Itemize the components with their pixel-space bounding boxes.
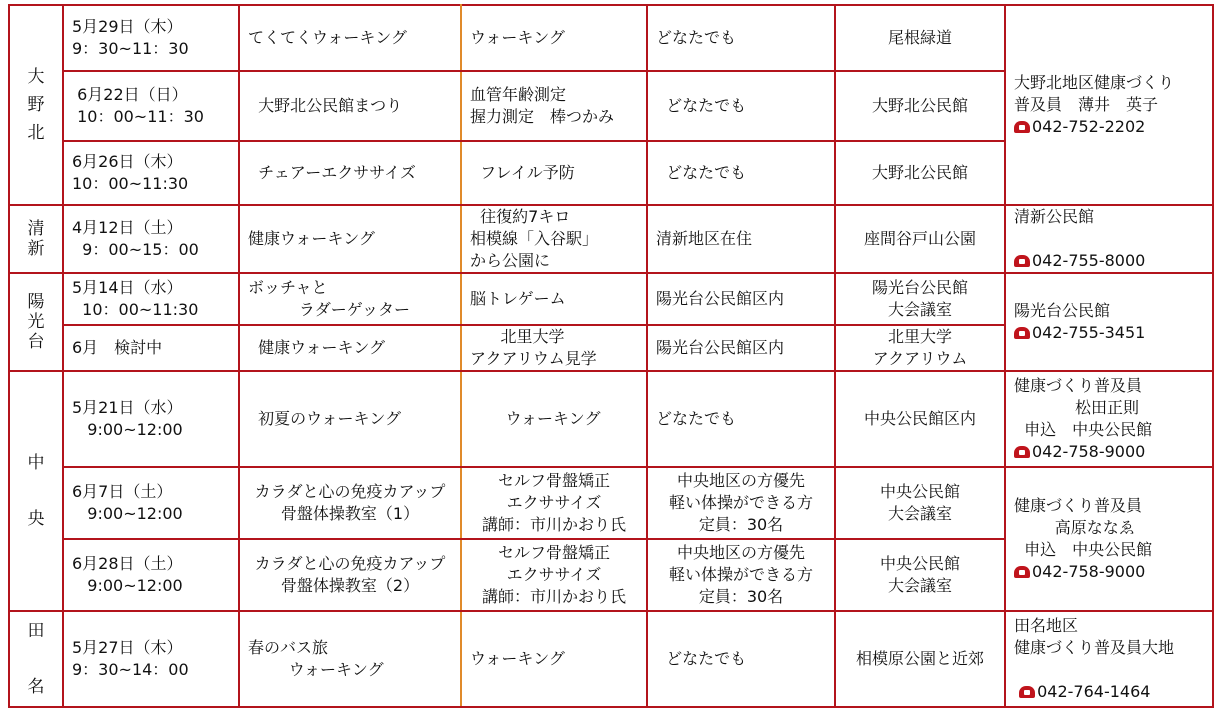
area-cell: 陽 光 台 [9,273,63,371]
title-cell: カラダと心の免疫カアップ 骨盤体操教室（1） [239,467,461,539]
date-cell: 6月 検討中 [63,325,239,371]
table-row [9,205,1213,273]
content-cell: フレイル予防 [461,141,647,205]
contact-cell [1005,611,1213,707]
content-cell: セルフ骨盤矯正 エクササイズ 講師：市川かおり氏 [461,539,647,611]
target-cell: 清新地区在住 [647,205,835,273]
title-cell: 大野北公民館まつり [239,71,461,141]
phone-number: 042-752-2202 [1032,117,1146,136]
contact-text: 陽光台公民館 [1014,301,1111,320]
place-cell: 中央公民館区内 [835,371,1005,467]
table-row [9,273,1213,325]
date-cell: 6月26日（木） 10：00~11:30 [63,141,239,205]
place-cell: 大野北公民館 [835,71,1005,141]
phone-icon [1014,446,1030,458]
content-cell: 脳トレゲーム [461,273,647,325]
date-cell: 6月28日（土） 9:00~12:00 [63,539,239,611]
phone-icon [1014,327,1030,339]
contact-text: 健康づくり普及員 松田正則 申込 中央公民館 [1014,376,1153,439]
content-cell: セルフ骨盤矯正 エクササイズ 講師：市川かおり氏 [461,467,647,539]
date-cell: 5月27日（木） 9：30~14：00 [63,611,239,707]
contact-cell [1005,205,1213,273]
target-cell: 陽光台公民館区内 [647,325,835,371]
table-row [9,611,1213,707]
target-cell: どなたでも [647,5,835,71]
content-cell: ウォーキング [461,5,647,71]
title-cell: 健康ウォーキング [239,325,461,371]
place-cell: 中央公民館 大会議室 [835,539,1005,611]
place-cell: 中央公民館 大会議室 [835,467,1005,539]
area-cell: 中 央 [9,371,63,611]
phone-number: 042-764-1464 [1037,682,1151,701]
schedule-table [8,4,1214,708]
date-cell: 5月21日（水） 9:00~12:00 [63,371,239,467]
content-cell: ウォーキング [461,611,647,707]
contact-cell [1005,371,1213,467]
phone-icon [1019,686,1035,698]
target-cell: どなたでも [647,611,835,707]
title-cell: 春のバス旅 ウォーキング [239,611,461,707]
contact-cell [1005,273,1213,371]
contact-text: 田名地区 健康づくり普及員大地 [1014,616,1175,657]
content-cell: 血管年齢測定 握力測定 棒つかみ [461,71,647,141]
date-cell: 6月22日（日） 10：00~11：30 [63,71,239,141]
title-cell: ボッチャと ラダーゲッター [239,273,461,325]
area-cell: 田 名 [9,611,63,707]
target-cell: 陽光台公民館区内 [647,273,835,325]
contact-text: 大野北地区健康づくり 普及員 薄井 英子 [1014,73,1175,114]
target-cell: 中央地区の方優先 軽い体操ができる方 定員：30名 [647,539,835,611]
area-cell: 清 新 [9,205,63,273]
phone-icon [1014,566,1030,578]
contact-text: 健康づくり普及員 高原ななゑ 申込 中央公民館 [1014,496,1153,559]
content-cell: 往復約7キロ 相模線「入谷駅」 から公園に [461,205,647,273]
table-row [9,5,1213,71]
contact-text: 清新公民館 [1014,207,1095,226]
date-cell: 6月7日（土） 9:00~12:00 [63,467,239,539]
target-cell: どなたでも [647,71,835,141]
contact-cell [1005,467,1213,611]
content-cell: 北里大学 アクアリウム見学 [461,325,647,371]
phone-number: 042-758-9000 [1032,562,1146,581]
phone-number: 042-755-3451 [1032,323,1146,342]
phone-icon [1014,255,1030,267]
table-row [9,371,1213,467]
title-cell: 健康ウォーキング [239,205,461,273]
place-cell: 尾根緑道 [835,5,1005,71]
place-cell: 陽光台公民館 大会議室 [835,273,1005,325]
content-cell: ウォーキング [461,371,647,467]
target-cell: どなたでも [647,371,835,467]
title-cell: チェアーエクササイズ [239,141,461,205]
phone-number: 042-755-8000 [1032,251,1146,270]
contact-cell [1005,5,1213,205]
date-cell: 5月14日（水） 10：00~11:30 [63,273,239,325]
title-cell: てくてくウォーキング [239,5,461,71]
place-cell: 大野北公民館 [835,141,1005,205]
target-cell: 中央地区の方優先 軽い体操ができる方 定員：30名 [647,467,835,539]
phone-number: 042-758-9000 [1032,442,1146,461]
date-cell: 5月29日（木） 9：30~11：30 [63,5,239,71]
title-cell: 初夏のウォーキング [239,371,461,467]
area-cell: 大 野 北 [9,5,63,205]
place-cell: 座間谷戸山公園 [835,205,1005,273]
table-row [9,467,1213,539]
target-cell: どなたでも [647,141,835,205]
phone-icon [1014,121,1030,133]
date-cell: 4月12日（土） 9：00~15：00 [63,205,239,273]
place-cell: 北里大学 アクアリウム [835,325,1005,371]
place-cell: 相模原公園と近郊 [835,611,1005,707]
title-cell: カラダと心の免疫カアップ 骨盤体操教室（2） [239,539,461,611]
